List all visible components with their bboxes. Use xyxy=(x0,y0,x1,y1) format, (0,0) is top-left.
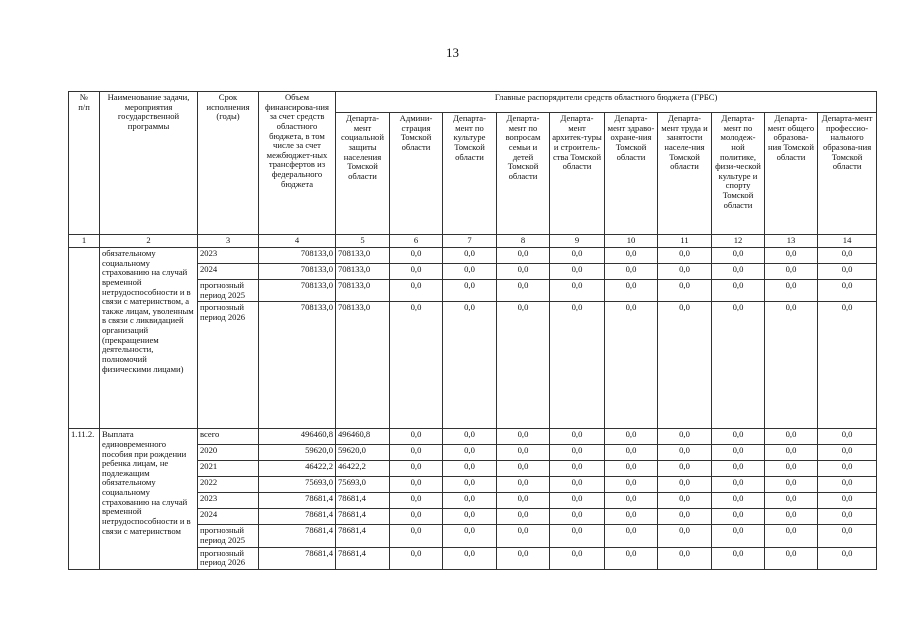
header-grbs: Департа-мент общего образова-ния Томской области xyxy=(765,113,818,235)
grbs-value-cell: 0,0 xyxy=(765,547,818,569)
row-number: 1.11.2. xyxy=(69,429,100,570)
grbs-value-cell: 0,0 xyxy=(712,445,765,461)
grbs-value-cell: 0,0 xyxy=(712,264,765,280)
grbs-value-cell: 0,0 xyxy=(605,445,658,461)
column-number: 10 xyxy=(605,235,658,248)
volume-cell: 708133,0 xyxy=(259,264,336,280)
column-number: 14 xyxy=(818,235,877,248)
volume-cell: 78681,4 xyxy=(259,525,336,547)
grbs-value-cell: 0,0 xyxy=(765,264,818,280)
term-cell: 2023 xyxy=(198,248,259,264)
grbs-value-cell: 0,0 xyxy=(443,264,497,280)
row-number xyxy=(69,248,100,429)
header-task: Наименование задачи, мероприятия государственной программы xyxy=(100,92,198,235)
grbs-value-cell: 0,0 xyxy=(497,302,550,429)
header-grbs: Департа-мент труда и занятости населе-ния Томской области xyxy=(658,113,712,235)
term-cell: 2023 xyxy=(198,493,259,509)
grbs-value-cell: 0,0 xyxy=(712,525,765,547)
grbs-value-cell: 75693,0 xyxy=(336,477,390,493)
volume-cell: 59620,0 xyxy=(259,445,336,461)
grbs-value-cell: 0,0 xyxy=(390,445,443,461)
volume-cell: 78681,4 xyxy=(259,509,336,525)
grbs-value-cell: 46422,2 xyxy=(336,461,390,477)
grbs-value-cell: 0,0 xyxy=(712,280,765,302)
grbs-value-cell: 496460,8 xyxy=(336,429,390,445)
grbs-value-cell: 0,0 xyxy=(765,509,818,525)
grbs-value-cell: 0,0 xyxy=(443,547,497,569)
header-grbs: Админи-страция Томской области xyxy=(390,113,443,235)
grbs-value-cell: 0,0 xyxy=(497,248,550,264)
header-num: № п/п xyxy=(69,92,100,235)
grbs-value-cell: 0,0 xyxy=(605,547,658,569)
grbs-value-cell: 0,0 xyxy=(818,477,877,493)
grbs-value-cell: 0,0 xyxy=(712,429,765,445)
grbs-value-cell: 0,0 xyxy=(765,429,818,445)
grbs-value-cell: 0,0 xyxy=(658,525,712,547)
grbs-value-cell: 0,0 xyxy=(550,477,605,493)
grbs-value-cell: 0,0 xyxy=(390,264,443,280)
term-cell: 2021 xyxy=(198,461,259,477)
table-row xyxy=(69,429,877,445)
column-number: 4 xyxy=(259,235,336,248)
grbs-value-cell: 78681,4 xyxy=(336,547,390,569)
grbs-value-cell: 0,0 xyxy=(497,445,550,461)
grbs-value-cell: 0,0 xyxy=(390,248,443,264)
grbs-value-cell: 0,0 xyxy=(550,302,605,429)
column-number: 6 xyxy=(390,235,443,248)
grbs-value-cell: 0,0 xyxy=(605,264,658,280)
grbs-value-cell: 0,0 xyxy=(443,493,497,509)
grbs-value-cell: 0,0 xyxy=(497,477,550,493)
header-volume: Объем финансирова-ния за счет средств областного бюджета, в том числе за счет межбюджет-ных трансфертов из федерального бюджета xyxy=(259,92,336,235)
grbs-value-cell: 708133,0 xyxy=(336,264,390,280)
grbs-value-cell: 0,0 xyxy=(390,280,443,302)
financing-table xyxy=(68,91,877,570)
grbs-value-cell: 0,0 xyxy=(390,509,443,525)
grbs-value-cell: 0,0 xyxy=(390,461,443,477)
grbs-value-cell: 0,0 xyxy=(818,461,877,477)
column-number: 3 xyxy=(198,235,259,248)
grbs-value-cell: 0,0 xyxy=(390,525,443,547)
grbs-value-cell: 0,0 xyxy=(443,477,497,493)
volume-cell: 708133,0 xyxy=(259,302,336,429)
volume-cell: 75693,0 xyxy=(259,477,336,493)
grbs-value-cell: 0,0 xyxy=(818,509,877,525)
grbs-value-cell: 0,0 xyxy=(497,525,550,547)
grbs-value-cell: 0,0 xyxy=(550,280,605,302)
grbs-value-cell: 0,0 xyxy=(390,547,443,569)
grbs-value-cell: 0,0 xyxy=(605,525,658,547)
grbs-value-cell: 0,0 xyxy=(605,302,658,429)
grbs-value-cell: 0,0 xyxy=(658,248,712,264)
grbs-value-cell: 0,0 xyxy=(658,461,712,477)
grbs-value-cell: 0,0 xyxy=(605,477,658,493)
column-number: 9 xyxy=(550,235,605,248)
column-number: 12 xyxy=(712,235,765,248)
column-number: 5 xyxy=(336,235,390,248)
grbs-value-cell: 0,0 xyxy=(550,493,605,509)
grbs-value-cell: 0,0 xyxy=(497,429,550,445)
grbs-value-cell: 0,0 xyxy=(658,493,712,509)
grbs-value-cell: 0,0 xyxy=(390,493,443,509)
grbs-value-cell: 0,0 xyxy=(605,429,658,445)
grbs-value-cell: 0,0 xyxy=(658,445,712,461)
grbs-value-cell: 0,0 xyxy=(497,493,550,509)
grbs-value-cell: 0,0 xyxy=(497,461,550,477)
grbs-value-cell: 0,0 xyxy=(818,302,877,429)
grbs-value-cell: 59620,0 xyxy=(336,445,390,461)
grbs-value-cell: 0,0 xyxy=(605,280,658,302)
grbs-value-cell: 0,0 xyxy=(605,461,658,477)
term-cell: прогнозный период 2026 xyxy=(198,302,259,429)
grbs-value-cell: 78681,4 xyxy=(336,509,390,525)
grbs-value-cell: 0,0 xyxy=(443,302,497,429)
page-number: 13 xyxy=(446,45,459,60)
grbs-value-cell: 0,0 xyxy=(765,461,818,477)
grbs-value-cell: 0,0 xyxy=(818,547,877,569)
volume-cell: 78681,4 xyxy=(259,547,336,569)
header-grbs: Департа-мент по культуре Томской области xyxy=(443,113,497,235)
term-cell: прогнозный период 2025 xyxy=(198,525,259,547)
grbs-value-cell: 0,0 xyxy=(712,461,765,477)
header-grbs: Департа-мент по молодеж-ной политике, физи-ческой культуре и спорту Томской области xyxy=(712,113,765,235)
grbs-value-cell: 0,0 xyxy=(497,280,550,302)
grbs-value-cell: 0,0 xyxy=(497,509,550,525)
grbs-value-cell: 0,0 xyxy=(818,280,877,302)
grbs-value-cell: 0,0 xyxy=(550,525,605,547)
grbs-value-cell: 0,0 xyxy=(390,477,443,493)
grbs-value-cell: 0,0 xyxy=(443,509,497,525)
grbs-value-cell: 0,0 xyxy=(550,547,605,569)
grbs-value-cell: 0,0 xyxy=(765,302,818,429)
grbs-value-cell: 0,0 xyxy=(443,525,497,547)
grbs-value-cell: 0,0 xyxy=(497,547,550,569)
header-grbs: Департа-мент здраво-охране-ния Томской области xyxy=(605,113,658,235)
header-grbs-group: Главные распорядители средств областного бюджета (ГРБС) xyxy=(336,92,877,113)
column-number: 7 xyxy=(443,235,497,248)
volume-cell: 708133,0 xyxy=(259,248,336,264)
grbs-value-cell: 0,0 xyxy=(550,509,605,525)
term-cell: прогнозный период 2026 xyxy=(198,547,259,569)
term-cell: 2024 xyxy=(198,509,259,525)
task-name: обязательному социальному страхованию на случай временной нетрудоспособности и в связи с материнством, а также лицам, уволенным в связи с ликвидацией организаций (прекращением деятельности, полномочий физическими лицами) xyxy=(100,248,198,429)
grbs-value-cell: 708133,0 xyxy=(336,280,390,302)
grbs-value-cell: 708133,0 xyxy=(336,302,390,429)
grbs-value-cell: 0,0 xyxy=(550,248,605,264)
volume-cell: 46422,2 xyxy=(259,461,336,477)
grbs-value-cell: 0,0 xyxy=(765,280,818,302)
term-cell: 2022 xyxy=(198,477,259,493)
grbs-value-cell: 0,0 xyxy=(712,547,765,569)
grbs-value-cell: 0,0 xyxy=(443,445,497,461)
column-number: 1 xyxy=(69,235,100,248)
grbs-value-cell: 0,0 xyxy=(765,445,818,461)
task-name: Выплата единовременного пособия при рождении ребенка лицам, не подлежащим обязательному социальному страхованию на случай временной нетрудоспособности и в связи с материнством xyxy=(100,429,198,570)
volume-cell: 708133,0 xyxy=(259,280,336,302)
grbs-value-cell: 0,0 xyxy=(443,280,497,302)
grbs-value-cell: 0,0 xyxy=(390,302,443,429)
grbs-value-cell: 0,0 xyxy=(818,525,877,547)
grbs-value-cell: 0,0 xyxy=(818,248,877,264)
grbs-value-cell: 0,0 xyxy=(765,525,818,547)
grbs-value-cell: 708133,0 xyxy=(336,248,390,264)
volume-cell: 78681,4 xyxy=(259,493,336,509)
term-cell: 2024 xyxy=(198,264,259,280)
column-number: 8 xyxy=(497,235,550,248)
grbs-value-cell: 0,0 xyxy=(550,445,605,461)
grbs-value-cell: 0,0 xyxy=(550,429,605,445)
grbs-value-cell: 0,0 xyxy=(550,461,605,477)
grbs-value-cell: 0,0 xyxy=(605,493,658,509)
grbs-value-cell: 0,0 xyxy=(605,248,658,264)
table-row xyxy=(69,248,877,264)
grbs-value-cell: 0,0 xyxy=(658,280,712,302)
grbs-value-cell: 0,0 xyxy=(712,477,765,493)
grbs-value-cell: 0,0 xyxy=(712,493,765,509)
grbs-value-cell: 0,0 xyxy=(765,477,818,493)
grbs-value-cell: 0,0 xyxy=(390,429,443,445)
term-cell: всего xyxy=(198,429,259,445)
grbs-value-cell: 0,0 xyxy=(658,477,712,493)
grbs-value-cell: 0,0 xyxy=(765,248,818,264)
header-grbs: Департа-мент по вопросам семьи и детей Томской области xyxy=(497,113,550,235)
header-term: Срок исполнения (годы) xyxy=(198,92,259,235)
grbs-value-cell: 0,0 xyxy=(443,248,497,264)
term-cell: 2020 xyxy=(198,445,259,461)
grbs-value-cell: 0,0 xyxy=(712,302,765,429)
header-grbs: Департа-мент социальной защиты населения Томской области xyxy=(336,113,390,235)
grbs-value-cell: 0,0 xyxy=(818,445,877,461)
grbs-value-cell: 0,0 xyxy=(712,248,765,264)
grbs-value-cell: 0,0 xyxy=(605,509,658,525)
grbs-value-cell: 0,0 xyxy=(497,264,550,280)
grbs-value-cell: 0,0 xyxy=(658,509,712,525)
grbs-value-cell: 78681,4 xyxy=(336,493,390,509)
volume-cell: 496460,8 xyxy=(259,429,336,445)
grbs-value-cell: 0,0 xyxy=(818,264,877,280)
grbs-value-cell: 0,0 xyxy=(658,429,712,445)
column-numbers-row xyxy=(69,235,877,248)
grbs-value-cell: 78681,4 xyxy=(336,525,390,547)
grbs-value-cell: 0,0 xyxy=(765,493,818,509)
grbs-value-cell: 0,0 xyxy=(818,429,877,445)
grbs-value-cell: 0,0 xyxy=(443,429,497,445)
column-number: 2 xyxy=(100,235,198,248)
term-cell: прогнозный период 2025 xyxy=(198,280,259,302)
grbs-value-cell: 0,0 xyxy=(550,264,605,280)
grbs-value-cell: 0,0 xyxy=(658,264,712,280)
grbs-value-cell: 0,0 xyxy=(443,461,497,477)
grbs-value-cell: 0,0 xyxy=(658,302,712,429)
header-grbs: Департа-мент архитек-туры и строитель-ства Томской области xyxy=(550,113,605,235)
column-number: 13 xyxy=(765,235,818,248)
column-number: 11 xyxy=(658,235,712,248)
grbs-value-cell: 0,0 xyxy=(818,493,877,509)
header-grbs: Департа-мент профессио-нального образова-ния Томской области xyxy=(818,113,877,235)
grbs-value-cell: 0,0 xyxy=(658,547,712,569)
grbs-value-cell: 0,0 xyxy=(712,509,765,525)
